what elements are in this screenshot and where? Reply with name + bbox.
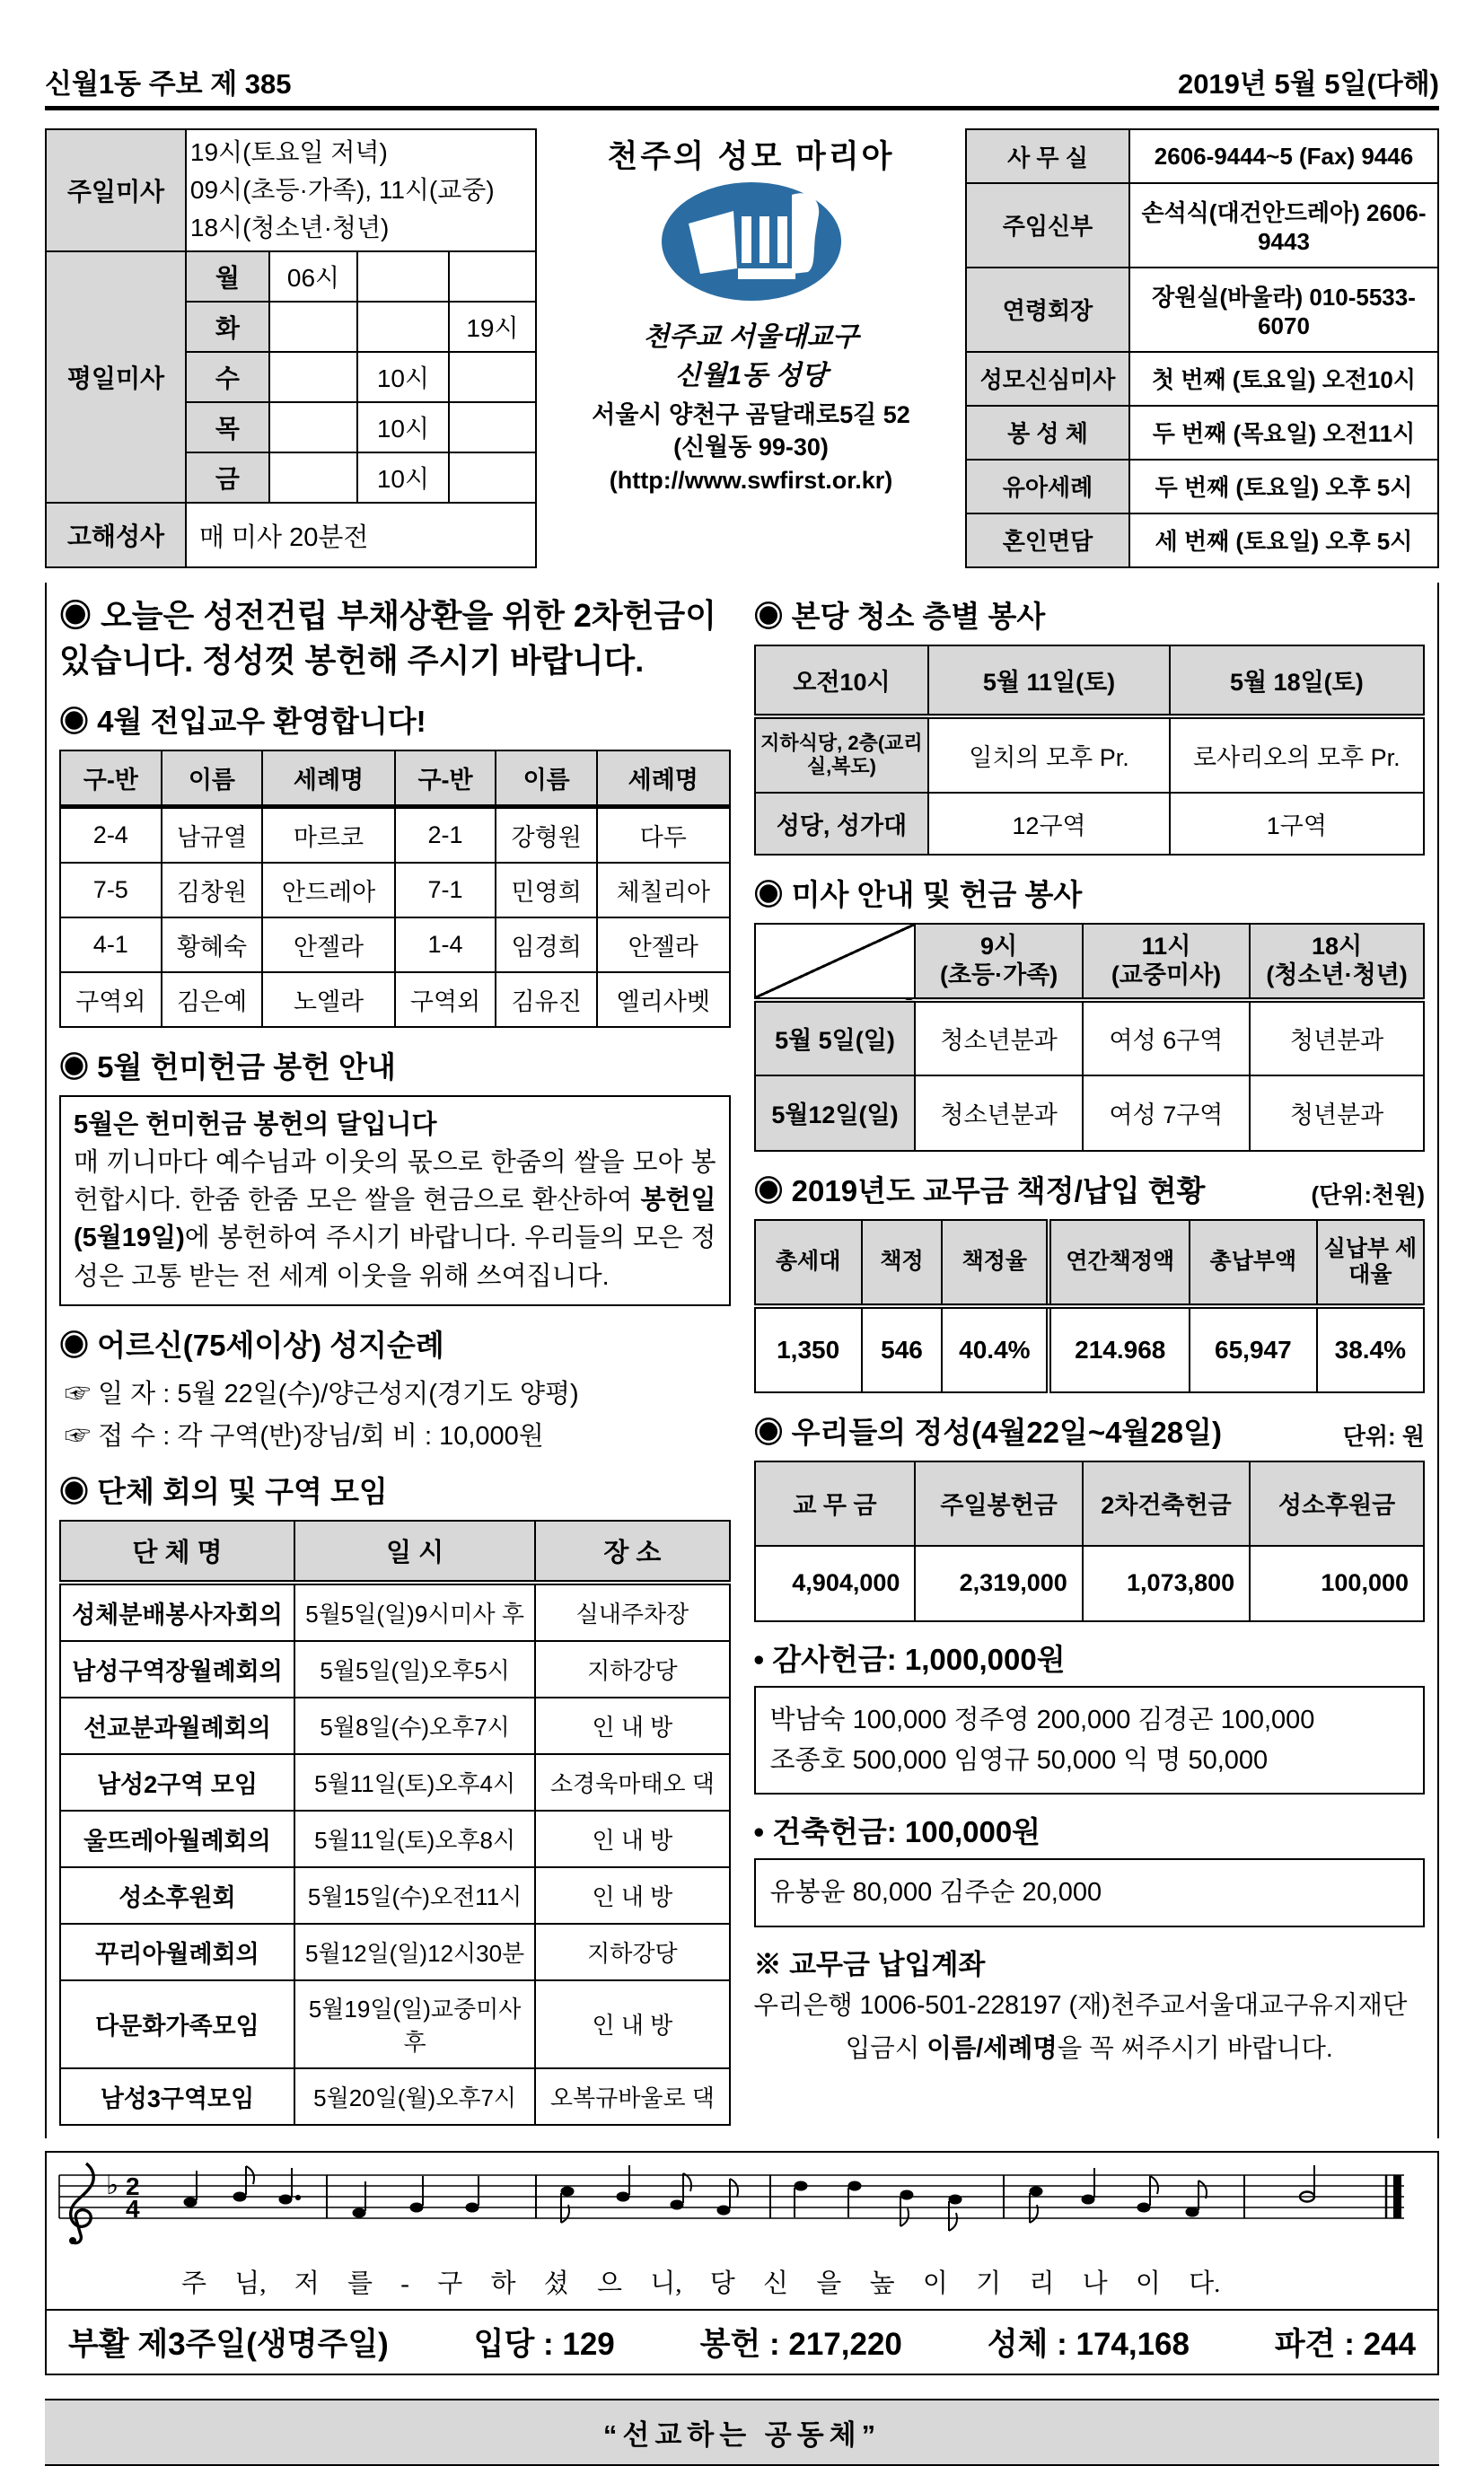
confession-label: 고해성사 — [46, 503, 186, 567]
cell: 엘리사벳 — [597, 972, 730, 1027]
rice-box-text-2: 에 봉헌하여 주시기 바랍니다. 우리들의 모은 정성은 고통 받는 전 세계 이웃을 위해 쓰여집니다. — [74, 1224, 716, 1291]
cell: 로사리오의 모후 Pr. — [1170, 716, 1424, 793]
day-cell: 목 — [186, 402, 269, 452]
communion-hymn-number: 성체 : 174,168 — [987, 2326, 1190, 2362]
donor-line: 유봉윤 80,000 김주순 20,000 — [769, 1878, 1102, 1908]
table-row — [966, 352, 1438, 406]
dues-value: 546 — [862, 1306, 942, 1392]
time-cell — [357, 251, 449, 302]
column-header: 책정 — [862, 1220, 942, 1306]
entrance-hymn-number: 입당 : 129 — [473, 2326, 615, 2362]
cell: 강형원 — [496, 807, 597, 864]
sunday-mass-times — [186, 129, 536, 251]
offering-value: 2,319,000 — [915, 1546, 1082, 1621]
dues-title: ◉ 2019년도 교무금 책정/납입 현황 — [753, 1173, 1206, 1207]
page-header — [45, 61, 1439, 110]
cell: 일치의 모후 Pr. — [928, 716, 1169, 793]
account-note-pre: 입금시 — [845, 2033, 927, 2063]
column-header: 세례명 — [262, 750, 394, 807]
offering-unit: 단위: 원 — [1342, 1422, 1425, 1450]
cell: 구역외 — [60, 972, 162, 1027]
table-row — [60, 1641, 730, 1698]
dues-title-row — [754, 1168, 1426, 1210]
column-header: 단 체 명 — [60, 1521, 294, 1583]
time-cell: 06시 — [269, 251, 357, 302]
column-header: 5월 11일(토) — [928, 645, 1169, 716]
rice-box-text: 매 끼니마다 예수님과 이웃의 몫으로 한줌의 쌀을 모아 봉헌합시다. 한줌 한줌 모은 쌀을 현금으로 환산하여 — [74, 1148, 716, 1215]
time-cell: 10시 — [357, 352, 449, 402]
date-cell: 5월12일(일) — [755, 1075, 916, 1151]
column-header — [1250, 924, 1424, 1000]
cell: 12구역 — [928, 793, 1169, 855]
account-note-post: 을 꼭 써주시기 바랍니다. — [1057, 2033, 1333, 2063]
cell: 여성 6구역 — [1083, 1000, 1250, 1075]
day-cell: 금 — [186, 452, 269, 503]
table-row — [60, 807, 730, 864]
contact-label: 혼인면담 — [966, 513, 1129, 567]
cell: 임경희 — [496, 917, 597, 972]
rice-box-bold-date: 봉헌일(5월19일) — [74, 1186, 716, 1253]
table-row — [60, 1754, 730, 1811]
table-header-row — [60, 750, 730, 807]
day-cell: 수 — [186, 352, 269, 402]
building-offering-label: • 건축헌금: 100,000원 — [753, 1815, 1041, 1849]
offering-value: 4,904,000 — [755, 1546, 916, 1621]
time-cell — [357, 302, 449, 352]
contact-label: 사 무 실 — [966, 129, 1129, 183]
meeting-time: 5월11일(토)오후8시 — [294, 1811, 535, 1867]
mass-time: 18시 — [1312, 932, 1363, 960]
cell: 민영희 — [496, 863, 597, 917]
table-row — [60, 1583, 730, 1641]
meeting-place: 인 내 방 — [535, 1698, 729, 1754]
cell: 1구역 — [1170, 793, 1424, 855]
table-header-row — [755, 645, 1425, 716]
table-row — [60, 1867, 730, 1924]
day-cell: 월 — [186, 251, 269, 302]
top-block — [45, 128, 1439, 568]
account-title: ※ 교무금 납입계좌 — [753, 1949, 986, 1981]
time-cell: 10시 — [357, 402, 449, 452]
cell: 김창원 — [162, 863, 263, 917]
date-cell: 5월 5일(일) — [755, 1000, 916, 1075]
offering-value: 100,000 — [1250, 1546, 1424, 1621]
mass-time: 11시 — [1141, 932, 1191, 960]
second-collection-notice — [59, 593, 731, 682]
offering-title: ◉ 우리들의 정성(4월22일~4월28일) — [753, 1415, 1222, 1449]
cell: 체칠리아 — [597, 863, 730, 917]
mass-time: 9시 — [980, 932, 1018, 960]
contact-label: 주임신부 — [966, 183, 1129, 268]
table-row — [60, 917, 730, 972]
mass-duty-table — [754, 923, 1426, 1152]
table-row — [60, 863, 730, 917]
music-staff — [47, 2153, 1434, 2259]
group-name: 다문화가족모임 — [60, 1980, 294, 2068]
table-row — [60, 1924, 730, 1980]
column-header: 교 무 금 — [755, 1461, 916, 1546]
dues-table — [754, 1219, 1426, 1393]
table-row — [60, 972, 730, 1027]
table-row — [46, 129, 536, 251]
area-label: 지하식당, 2층(교리실,복도) — [755, 716, 929, 793]
time-cell — [269, 302, 357, 352]
pointing-hand-icon: ☞ — [65, 1379, 92, 1409]
group-name: 성소후원회 — [60, 1867, 294, 1924]
dues-value: 1,350 — [755, 1306, 862, 1392]
mass-times-table — [45, 128, 537, 568]
contact-label: 유아세례 — [966, 460, 1129, 513]
meeting-time: 5월20일(월)오후7시 — [294, 2068, 535, 2125]
table-row — [60, 1811, 730, 1867]
column-header: 5월 18일(토) — [1170, 645, 1424, 716]
cell: 다두 — [597, 807, 730, 864]
right-column — [754, 593, 1426, 2126]
cell: 남규열 — [162, 807, 263, 864]
column-header: 주일봉헌금 — [915, 1461, 1082, 1546]
contact-label: 성모신심미사 — [966, 352, 1129, 406]
slogan-text: “선교하는 공동체” — [602, 2418, 882, 2451]
column-header: 총세대 — [755, 1220, 862, 1306]
group-name: 남성2구역 모임 — [60, 1754, 294, 1811]
calligraphy-line-2: 신월1동 성당 — [674, 361, 828, 391]
contact-label: 연령회장 — [966, 268, 1129, 352]
confession-value: 매 미사 20분전 — [186, 503, 536, 567]
meeting-time: 5월15일(수)오전11시 — [294, 1867, 535, 1924]
offertory-hymn-number: 봉헌 : 217,220 — [699, 2326, 902, 2362]
column-header: 장 소 — [535, 1521, 729, 1583]
column-header: 구-반 — [395, 750, 496, 807]
marian-title: 천주의 성모 마리아 — [607, 139, 895, 174]
meeting-place: 인 내 방 — [535, 1811, 729, 1867]
meeting-place: 소경욱마태오 댁 — [535, 1754, 729, 1811]
contact-value: 2606-9444~5 (Fax) 9446 — [1129, 129, 1438, 183]
sunday-time-1: 19시(토요일 저녁) — [189, 138, 388, 166]
dues-value: 40.4% — [942, 1306, 1049, 1392]
table-header-row — [755, 1461, 1425, 1546]
hymn-box — [45, 2151, 1439, 2375]
offering-table — [754, 1461, 1426, 1622]
time-cell — [269, 452, 357, 503]
column-header: 총납부액 — [1190, 1220, 1317, 1306]
address-line-2: (신월동 99-30) — [673, 434, 829, 461]
notice-line-2: 있습니다. 정성껏 봉헌해 주시기 바랍니다. — [59, 641, 645, 679]
offering-title-row — [754, 1409, 1426, 1452]
group-name: 울뜨레아월례회의 — [60, 1811, 294, 1867]
table-row — [755, 1075, 1425, 1151]
meeting-place: 실내주차장 — [535, 1583, 729, 1641]
table-row — [60, 2068, 730, 2125]
pilgrimage-fee-line — [65, 1416, 731, 1452]
mass-group: (초등·가족) — [939, 961, 1058, 989]
column-header: 연간책정액 — [1049, 1220, 1190, 1306]
thanks-donors-box — [754, 1686, 1426, 1795]
contact-label: 봉 성 체 — [966, 406, 1129, 460]
time-cell — [269, 402, 357, 452]
table-header-row — [755, 924, 1425, 1000]
time-sig-2: 2 — [126, 2172, 140, 2200]
mass-group: (교중미사) — [1111, 961, 1222, 989]
meeting-time: 5월5일(일)9시미사 후 — [294, 1583, 535, 1641]
pilgrimage-title: ◉ 어르신(75세이상) 성지순례 — [59, 1328, 444, 1362]
weekday-mass-label: 평일미사 — [46, 251, 186, 503]
table-row — [966, 406, 1438, 460]
area-label: 성당, 성가대 — [755, 793, 929, 855]
column-header: 책정율 — [942, 1220, 1049, 1306]
cell: 안드레아 — [262, 863, 394, 917]
table-row — [966, 268, 1438, 352]
time-cell: 10시 — [357, 452, 449, 503]
column-header: 실납부 세대율 — [1317, 1220, 1424, 1306]
pilgrimage-fee: 접 수 : 각 구역(반)장님/회 비 : 10,000원 — [98, 1421, 544, 1451]
address-line-1: 서울시 양천구 곰달래로5길 52 — [592, 401, 910, 428]
column-header: 2차건축헌금 — [1083, 1461, 1250, 1546]
cell: 마르코 — [262, 807, 394, 864]
meeting-time: 5월19일(일)교중미사 후 — [294, 1980, 535, 2068]
hymn-lyrics: 주 님, 저 를 - 구 하 셨 으 니, 당 신 을 높 이 기 리 나 이 다. — [181, 2269, 1221, 2298]
calligraphy-line-1: 천주교 서울대교구 — [643, 322, 859, 352]
footer-slogan-bar — [45, 2399, 1439, 2466]
table-row — [966, 129, 1438, 183]
meeting-place: 오복규바울로 댁 — [535, 2068, 729, 2125]
meeting-place: 지하강당 — [535, 1924, 729, 1980]
notice-line-1: ◉ 오늘은 성전건립 부채상환을 위한 2차헌금이 — [59, 597, 716, 634]
cell: 안젤라 — [262, 917, 394, 972]
donor-line: 박남숙 100,000 정주영 200,000 김경곤 100,000 — [769, 1705, 1315, 1734]
contact-value: 손석식(대건안드레아) 2606-9443 — [1129, 183, 1438, 268]
time-cell — [449, 352, 536, 402]
cell: 청년분과 — [1250, 1000, 1424, 1075]
time-cell: 19시 — [449, 302, 536, 352]
time-cell — [269, 352, 357, 402]
column-header: 일 시 — [294, 1521, 535, 1583]
building-donors-box — [754, 1858, 1426, 1927]
cell: 여성 7구역 — [1083, 1075, 1250, 1151]
contact-value: 두 번째 (목요일) 오전11시 — [1129, 406, 1438, 460]
liturgy-summary-row — [47, 2309, 1437, 2374]
cell: 청소년분과 — [915, 1075, 1082, 1151]
meeting-place: 지하강당 — [535, 1641, 729, 1698]
pilgrimage-date-line — [65, 1373, 731, 1410]
contact-table — [965, 128, 1439, 568]
day-cell: 화 — [186, 302, 269, 352]
cell: 노엘라 — [262, 972, 394, 1027]
table-row — [966, 460, 1438, 513]
time-cell — [449, 251, 536, 302]
church-website: (http://www.swfirst.or.kr) — [609, 466, 893, 494]
table-header-row — [755, 1220, 1425, 1306]
pilgrimage-date: 일 자 : 5월 22일(수)/양근성지(경기도 양평) — [98, 1379, 579, 1409]
group-name: 성체분배봉사자회의 — [60, 1583, 294, 1641]
table-row — [755, 1306, 1425, 1392]
table-row — [966, 183, 1438, 268]
meeting-time: 5월8일(수)오후7시 — [294, 1698, 535, 1754]
bulletin-title: 신월1동 주보 제 385 — [45, 68, 292, 100]
time-sig-4: 4 — [126, 2194, 140, 2223]
table-row — [755, 716, 1425, 793]
cleaning-table — [754, 645, 1426, 856]
cell: 안젤라 — [597, 917, 730, 972]
table-row — [46, 503, 536, 567]
table-row — [755, 1546, 1425, 1621]
newcomers-title: ◉ 4월 전입교우 환영합니다! — [59, 705, 426, 739]
column-header: 오전10시 — [755, 645, 929, 716]
table-row — [60, 1698, 730, 1754]
account-note-bold: 이름/세례명 — [926, 2033, 1058, 2063]
group-name: 남성구역장월례회의 — [60, 1641, 294, 1698]
cell: 김유진 — [496, 972, 597, 1027]
duty-title: ◉ 미사 안내 및 헌금 봉사 — [753, 877, 1083, 911]
contact-value: 세 번째 (토요일) 오후 5시 — [1129, 513, 1438, 567]
contact-value: 장원실(바울라) 010-5533-6070 — [1129, 268, 1438, 352]
cell: 청소년분과 — [915, 1000, 1082, 1075]
table-row — [60, 1980, 730, 2068]
church-logo-icon — [648, 177, 855, 312]
column-header: 성소후원금 — [1250, 1461, 1424, 1546]
meeting-place: 인 내 방 — [535, 1980, 729, 2068]
group-name: 선교분과월례회의 — [60, 1698, 294, 1754]
dues-value: 38.4% — [1317, 1306, 1424, 1392]
left-column — [59, 593, 731, 2126]
cell: 2-4 — [60, 807, 162, 864]
table-header-row — [60, 1521, 730, 1583]
offering-value: 1,073,800 — [1083, 1546, 1250, 1621]
donor-line: 조종호 500,000 임영규 50,000 익 명 50,000 — [769, 1745, 1269, 1775]
column-header — [915, 924, 1082, 1000]
cell: 2-1 — [395, 807, 496, 864]
dues-value: 65,947 — [1190, 1306, 1317, 1392]
dues-unit: (단위:천원) — [1311, 1180, 1425, 1208]
sunday-time-3: 18시(청소년·청년) — [189, 214, 390, 241]
dismissal-hymn-number: 파견 : 244 — [1274, 2326, 1416, 2362]
rice-offering-title: ◉ 5월 헌미헌금 봉헌 안내 — [59, 1050, 396, 1084]
cell: 구역외 — [395, 972, 496, 1027]
dues-value: 214.968 — [1049, 1306, 1190, 1392]
bulletin-date: 2019년 5월 5일(다해) — [1177, 68, 1439, 100]
meeting-time: 5월12일(일)12시30분 — [294, 1924, 535, 1980]
table-row — [966, 513, 1438, 567]
account-number-line: 우리은행 1006-501-228197 (재)천주교서울대교구유지재단 — [753, 1991, 1408, 2021]
meeting-time: 5월5일(일)오후5시 — [294, 1641, 535, 1698]
sunday-mass-label: 주일미사 — [46, 129, 186, 251]
sunday-time-2: 09시(초등·가족), 11시(교중) — [189, 176, 495, 204]
cell: 청년분과 — [1250, 1075, 1424, 1151]
table-row — [46, 251, 536, 302]
cell: 7-1 — [395, 863, 496, 917]
contact-value: 첫 번째 (토요일) 오전10시 — [1129, 352, 1438, 406]
contact-value: 두 번째 (토요일) 오후 5시 — [1129, 460, 1438, 513]
flat-sign: ♭ — [106, 2169, 119, 2201]
group-name: 꾸리아월례회의 — [60, 1924, 294, 1980]
newcomers-table — [59, 750, 731, 1028]
cell: 4-1 — [60, 917, 162, 972]
church-address — [540, 399, 962, 496]
rice-box-heading: 5월은 헌미헌금 봉헌의 달입니다 — [74, 1110, 437, 1140]
meeting-time: 5월11일(토)오후4시 — [294, 1754, 535, 1811]
column-header — [1083, 924, 1250, 1000]
table-row — [755, 1000, 1425, 1075]
church-identity — [540, 128, 962, 568]
pointing-hand-icon: ☞ — [65, 1421, 92, 1451]
sunday-name: 부활 제3주일(생명주일) — [68, 2326, 389, 2362]
column-header: 이름 — [496, 750, 597, 807]
rice-offering-box — [59, 1095, 731, 1305]
cell: 김은예 — [162, 972, 263, 1027]
time-cell — [449, 402, 536, 452]
mass-group: (청소년·청년) — [1266, 961, 1408, 989]
meetings-table — [59, 1520, 731, 2126]
table-row — [755, 793, 1425, 855]
bulletin-page — [45, 61, 1439, 2466]
account-note-line — [754, 2031, 1426, 2067]
cleaning-title: ◉ 본당 청소 층별 봉사 — [753, 600, 1046, 633]
column-header: 이름 — [162, 750, 263, 807]
diagonal-cell — [755, 924, 916, 1000]
column-header: 세례명 — [597, 750, 730, 807]
main-content — [45, 583, 1439, 2138]
thanks-offering-label: • 감사헌금: 1,000,000원 — [753, 1642, 1066, 1676]
meetings-title: ◉ 단체 회의 및 구역 모임 — [59, 1474, 388, 1508]
meeting-place: 인 내 방 — [535, 1867, 729, 1924]
cell: 1-4 — [395, 917, 496, 972]
time-cell — [449, 452, 536, 503]
cell: 7-5 — [60, 863, 162, 917]
column-header: 구-반 — [60, 750, 162, 807]
group-name: 남성3구역모임 — [60, 2068, 294, 2125]
cell: 황혜숙 — [162, 917, 263, 972]
